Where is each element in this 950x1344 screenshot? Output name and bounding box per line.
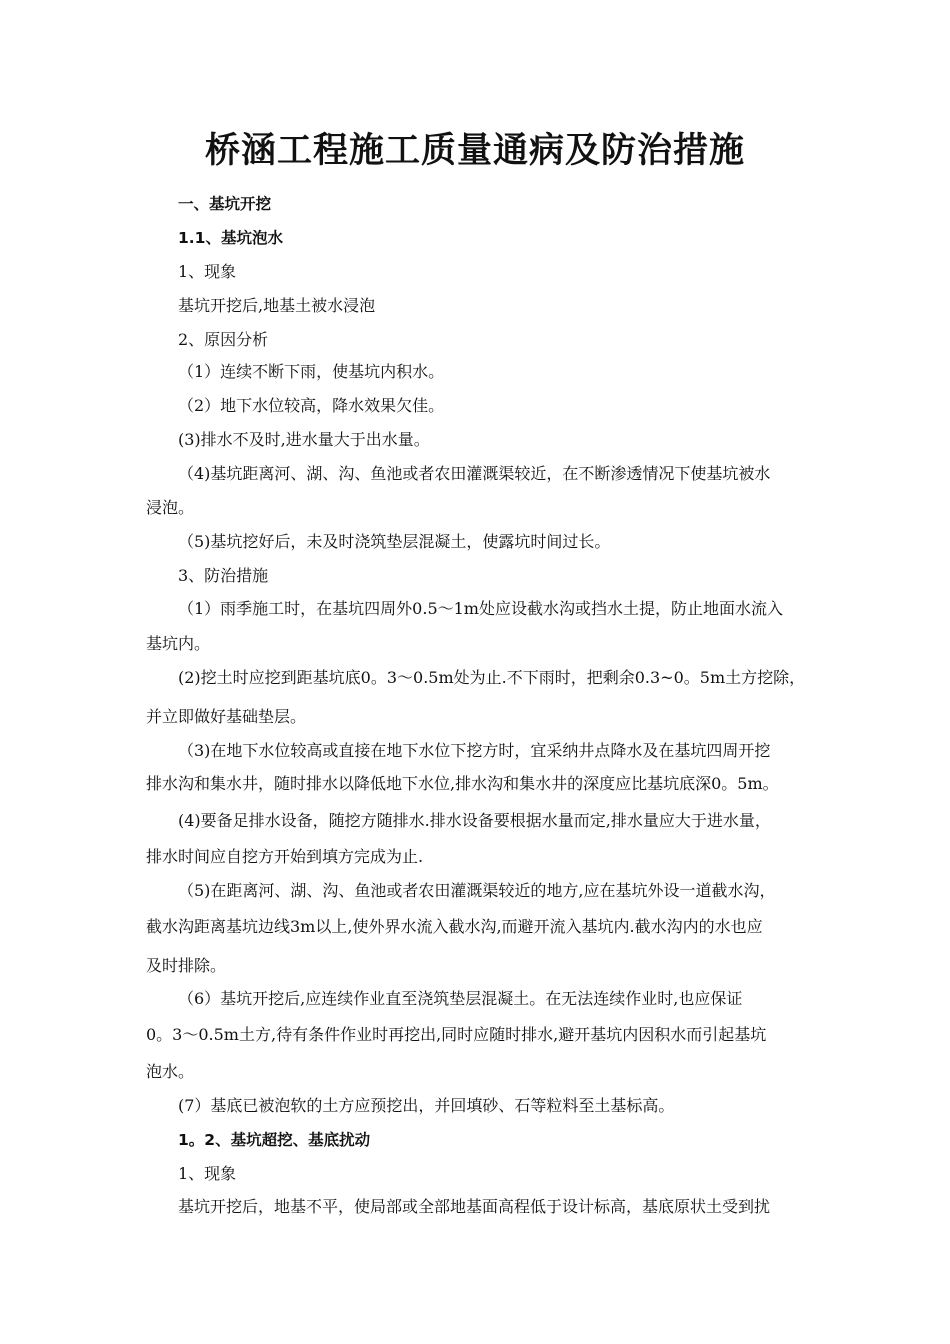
paragraph-line: 截水沟距离基坑边线3m以上,使外界水流入截水沟,而避开流入基坑内.截水沟内的水也应 (146, 917, 763, 936)
section-heading: 一、基坑开挖 (178, 195, 272, 213)
paragraph-line: 及时排除。 (146, 956, 227, 975)
paragraph-line: 基坑开挖后，地基不平，使局部或全部地基面高程低于设计标高，基底原状土受到扰 (178, 1197, 771, 1216)
paragraph-line: (2)挖土时应挖到距基坑底0。3～0.5m处为止.不下雨时，把剩余0.3~0。5m土方挖除， (178, 668, 806, 687)
paragraph-line: （2）地下水位较高，降水效果欠佳。 (178, 396, 445, 415)
paragraph-line: （4)基坑距离河、湖、沟、鱼池或者农田灌溉渠较近，在不断渗透情况下使基坑被水 (178, 464, 771, 483)
paragraph-line: （1）雨季施工时，在基坑四周外0.5～1m处应设截水沟或挡水土提，防止地面水流入 (178, 599, 783, 618)
paragraph-line: 并立即做好基础垫层。 (146, 707, 307, 726)
item-heading: 1、现象 (178, 1164, 237, 1183)
document-title: 桥涵工程施工质量通病及防治措施 (204, 131, 745, 171)
paragraph-line: 基坑内。 (146, 634, 211, 653)
paragraph-line: 基坑开挖后,地基土被水浸泡 (178, 296, 376, 315)
paragraph-line: 排水时间应自挖方开始到填方完成为止. (146, 847, 424, 866)
paragraph-line: 0。3～0.5m土方,待有条件作业时再挖出,同时应随时排水,避开基坑内因积水而引起基坑 (146, 1025, 767, 1044)
paragraph-line: (4)要备足排水设备，随挖方随排水.排水设备要根据水量而定,排水量应大于进水量， (178, 811, 771, 830)
paragraph-line: （1）连续不断下雨，使基坑内积水。 (178, 362, 445, 381)
item-heading: 2、原因分析 (178, 330, 269, 349)
paragraph-line: （3)在地下水位较高或直接在地下水位下挖方时，宜采纳井点降水及在基坑四周开挖 (178, 741, 771, 760)
paragraph-line: (3)排水不及时,进水量大于出水量。 (178, 430, 430, 449)
paragraph-line: 泡水。 (146, 1062, 195, 1081)
paragraph-line: (7）基底已被泡软的土方应预挖出，并回填砂、石等粒料至土基标高。 (178, 1096, 675, 1115)
paragraph-line: （6）基坑开挖后,应连续作业直至浇筑垫层混凝土。在无法连续作业时,也应保证 (178, 989, 743, 1008)
paragraph-line: （5)基坑挖好后，未及时浇筑垫层混凝土，使露坑时间过长。 (178, 532, 611, 551)
paragraph-line: 浸泡。 (146, 498, 195, 517)
item-heading: 1、现象 (178, 262, 237, 281)
paragraph-line: 排水沟和集水井，随时排水以降低地下水位,排水沟和集水井的深度应比基坑底深0。5m。 (146, 774, 779, 793)
item-heading: 3、防治措施 (178, 566, 269, 585)
paragraph-line: （5)在距离河、湖、沟、鱼池或者农田灌溉渠较近的地方,应在基坑外设一道截水沟， (178, 881, 776, 900)
subsection-heading: 1。2、基坑超挖、基底扰动 (178, 1131, 371, 1149)
subsection-heading: 1.1、基坑泡水 (178, 229, 283, 247)
